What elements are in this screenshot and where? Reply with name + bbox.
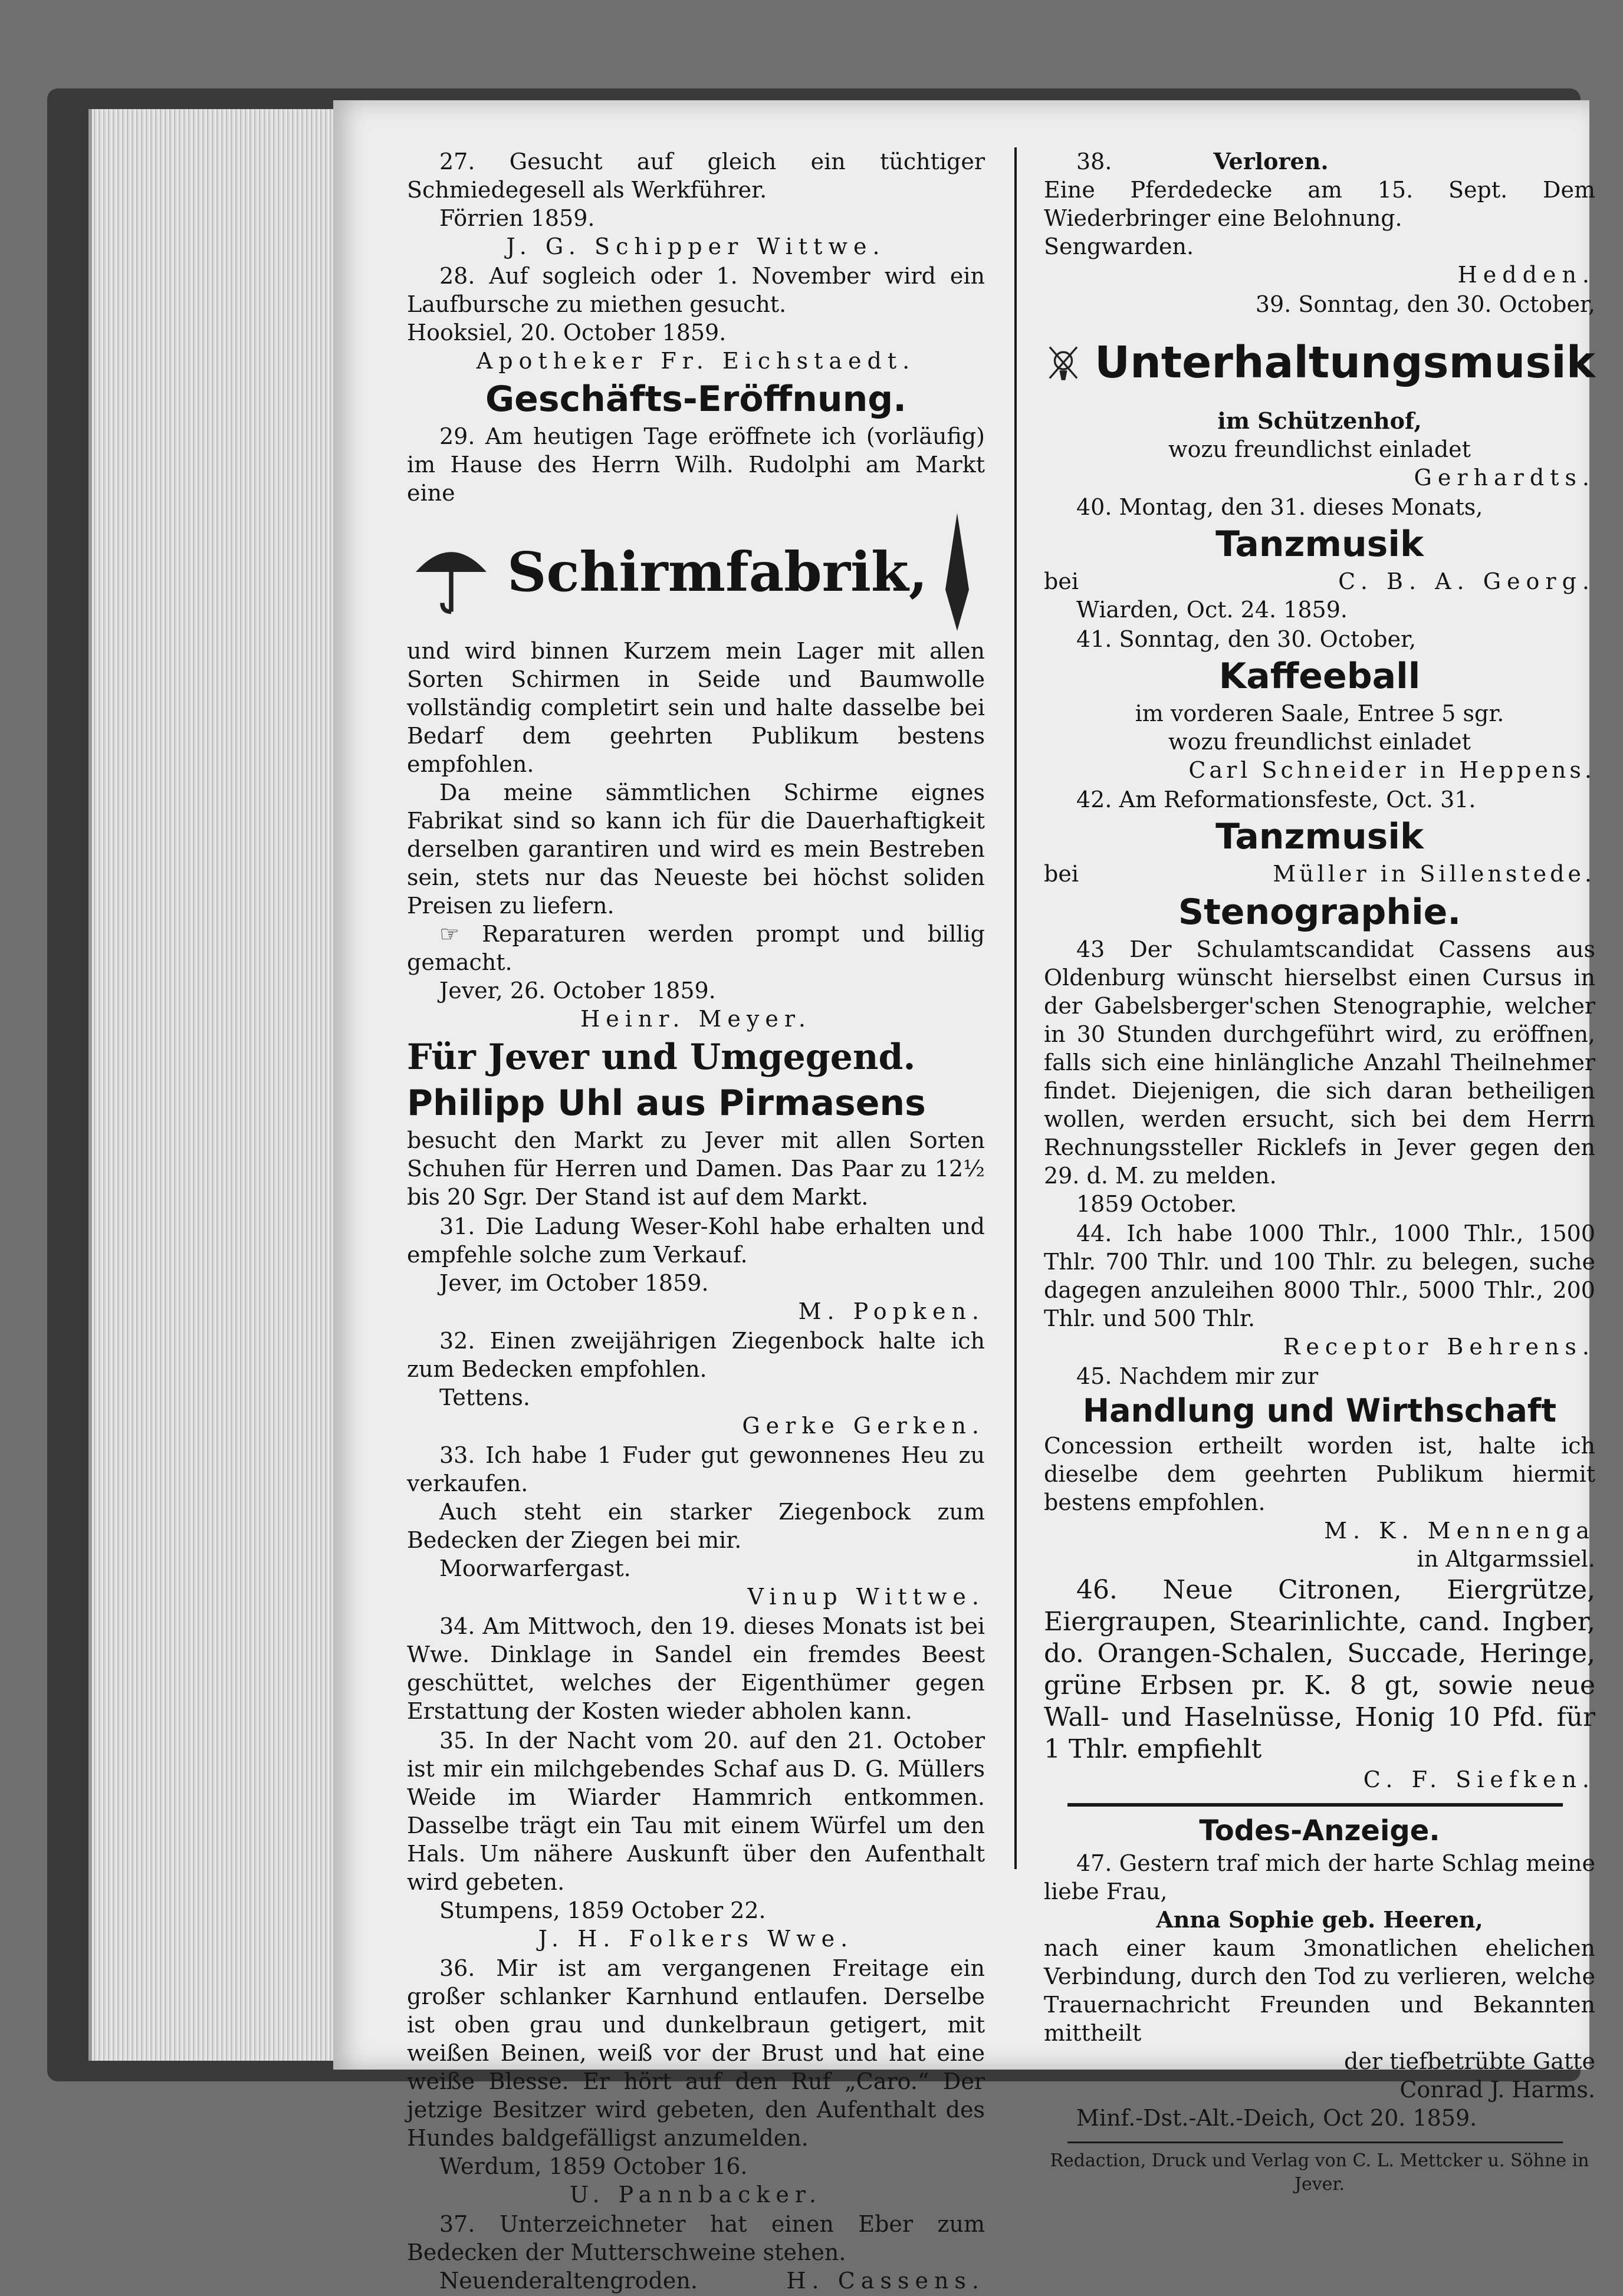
ad-heading: Todes-Anzeige. (1199, 1814, 1440, 1847)
newspaper-page (333, 100, 1595, 2294)
ad-title-line (407, 507, 985, 637)
ad-title: Schirmfabrik, (507, 540, 928, 604)
ad-title: Kaffeeball (1218, 656, 1421, 697)
ad-45: 45. Nachdem mir zur Handlung und Wirthschaft Concession ertheilt worden ist, halte ich dieselbe dem geehrten Publikum hiermit bestens empfohlen. M. K. Mennenga in Altgarmssiel. (1044, 1363, 1595, 1572)
ad-heading: Stenographie. (1178, 892, 1461, 933)
ad-44: 44. Ich habe 1000 Thlr., 1000 Thlr., 1500 Thlr. 700 Thlr. und 100 Thlr. zu belegen, suche dagegen anzuleihen 8000 Thlr., 5000 Thlr., 200 Thlr. und 500 Thlr. Receptor Behrens. (1044, 1221, 1595, 1360)
ad-33: 33. Ich habe 1 Fuder gut gewonnenes Heu zu verkaufen. Auch steht ein starker Ziegenbock zum Bedecken der Ziegen bei mir. Moorwarfergast. Vinup Wittwe. (407, 1442, 985, 1610)
ad-35: 35. In der Nacht vom 20. auf den 21. October ist mir ein milchgebendes Schaf aus D. G. Müllers Weide im Wiarder Hammrich entkommen. Dasselbe trägt ein Tau mit einem Würfel um den Hals. Um nähere Auskunft über den Aufenthalt wird gebeten. Stumpens, 1859 October 22. J. H. Folkers Wwe. (407, 1728, 985, 1952)
music-instruments-icon (1044, 318, 1083, 407)
ad-31: 31. Die Ladung Weser-Kohl habe erhalten und empfehle solche zum Verkauf. Jever, im October 1859. M. Popken. (407, 1213, 985, 1324)
left-column (407, 147, 985, 2296)
ad-39: 39. Sonntag, den 30. October, Unterhaltungsmusik im Schützenhof, wozu freundlichst einladet Gerhardts. (1044, 290, 1595, 492)
ad-41: 41. Sonntag, den 30. October, Kaffeeball im vorderen Saale, Entree 5 sgr. wozu freundlichst einladet Carl Schneider in Heppens. (1044, 625, 1595, 784)
ad-28: 28. Auf sogleich oder 1. November wird ein Laufbursche zu miethen gesucht. Hooksiel, 20. October 1859. Apotheker Fr. Eichstaedt. (407, 263, 985, 374)
ad-title: Tanzmusik (1215, 816, 1424, 857)
right-column (1044, 147, 1595, 2196)
ad-36: 36. Mir ist am vergangenen Freitage ein großer schlanker Karnhund entlaufen. Derselbe ist oben grau und dunkelbraun getigert, mit weißen Beinen, weiß vor der Brust und hat eine weiße Blesse. Er hört auf den Ruf „Caro.“ Der jetzige Besitzer wird gebeten, den Aufenthalt des Hundes baldgefälligst anzumelden. Werdum, 1859 October 16. U. Pannbacker. (407, 1955, 985, 2208)
ad-47: Todes-Anzeige. 47. Gestern traf mich der harte Schlag meine liebe Frau, Anna Sophie geb. Heeren, nach einer kaum 3monatlichen ehelichen Verbindung, durch den Tod zu verlieren, welche Trauernachricht Freunden und Bekannten mittheilt der tiefbetrübte Gatte Conrad J. Harms. Minf.-Dst.-Alt.-Deich, Oct 20. 1859. (1044, 1813, 1595, 2132)
ad-heading: Geschäfts-Eröffnung. (485, 379, 907, 420)
imprint: Redaction, Druck und Verlag von C. L. Mettcker u. Söhne in Jever. (1050, 2150, 1589, 2195)
ad-38: 38. Verloren. Eine Pferdedecke am 15. Sept. Dem Wiederbringer eine Belohnung. Sengwarden. Hedden. (1044, 148, 1595, 288)
ad-title: Unterhaltungsmusik (1095, 337, 1595, 388)
ad-43: Stenographie. 43 Der Schulamtscandidat Cassens aus Oldenburg wünscht hierselbst einen Cursus in der Gabelsberger'schen Stenographie, welcher in 30 Stunden durchgeführt wird, zu eröffnen, falls sich eine hinlängliche Anzahl Theilnehmer findet. Diejenigen, die sich daran betheiligen wollen, werden ersucht, sich bei dem Herrn Rechnungssteller Ricklefs in Jever gegen den 29. d. M. zu melden. 1859 October. (1044, 889, 1595, 1218)
closed-umbrella-icon (939, 507, 975, 637)
ad-29: Geschäfts-Eröffnung. 29. Am heutigen Tage eröffnete ich (vorläufig) im Hause des Herrn Wilh. Rudolphi am Markt eine Schirmfabrik, und wird binnen Kurzem mein Lager mit allen Sorten Schirmen in Seide und Baumwolle vollständig completirt sein und halte dasselbe bei Bedarf dem geehrten Publikum bestens empfohlen. Da meine sämmtlichen Schirme eignes Fabrikat sind so kann ich für die Dauerhaftigkeit derselben garantiren und wird es mein Bestreben sein, stets nur das Neueste bei höchst soliden Preisen zu liefern. ☞ Reparaturen werden prompt und billig gemacht. Jever, 26. October 1859. Heinr. Meyer. (407, 376, 985, 1033)
footer-rule (1067, 2142, 1563, 2143)
umbrella-icon (407, 528, 495, 616)
ad-37: 37. Unterzeichneter hat einen Eber zum Bedecken der Mutterschweine stehen. Neuenderaltengroden. H. Cassens. (407, 2211, 985, 2294)
ad-title: Tanzmusik (1215, 524, 1424, 565)
ad-title: Handlung und Wirthschaft (1082, 1392, 1557, 1429)
page-edges (88, 109, 340, 2061)
ad-27: 27. Gesucht auf gleich ein tüchtiger Schmiedegesell als Werkführer. Förrien 1859. J. G. Schipper Wittwe. (407, 149, 985, 259)
ad-46: 46. Neue Citronen, Eiergrütze, Eiergraupen, Stearinlichte, cand. Ingber, do. Orangen-Schalen, Succade, Heringe, grüne Erbsen pr. K. 8 gt, sowie neue Wall- und Haselnüsse, Honig 10 Pfd. für 1 Thlr. empfiehlt C. F. Siefken. (1044, 1575, 1595, 1792)
ad-32: 32. Einen zweijährigen Ziegenbock halte ich zum Bedecken empfohlen. Tettens. Gerke Gerken. (407, 1328, 985, 1439)
ad-40: 40. Montag, den 31. dieses Monats, Tanzmusik bei C. B. A. Georg. Wiarden, Oct. 24. 1859. (1044, 494, 1595, 623)
ad-30: Für Jever und Umgegend. Philipp Uhl aus Pirmasens besucht den Markt zu Jever mit allen Sorten Schuhen für Herren und Damen. Das Paar zu 12½ bis 20 Sgr. Der Stand ist auf dem Markt. (407, 1037, 985, 1210)
column-rule (1014, 147, 1017, 1869)
ad-34: 34. Am Mittwoch, den 19. dieses Monats ist bei Wwe. Dinklage in Sandel ein fremdes Beest geschüttet, welches der Eigenthümer gegen Erstattung der Kosten wieder abholen kann. (407, 1613, 985, 1724)
ad-42: 42. Am Reformationsfeste, Oct. 31. Tanzmusik bei Müller in Sillenstede. (1044, 787, 1595, 887)
divider (1067, 1803, 1563, 1807)
